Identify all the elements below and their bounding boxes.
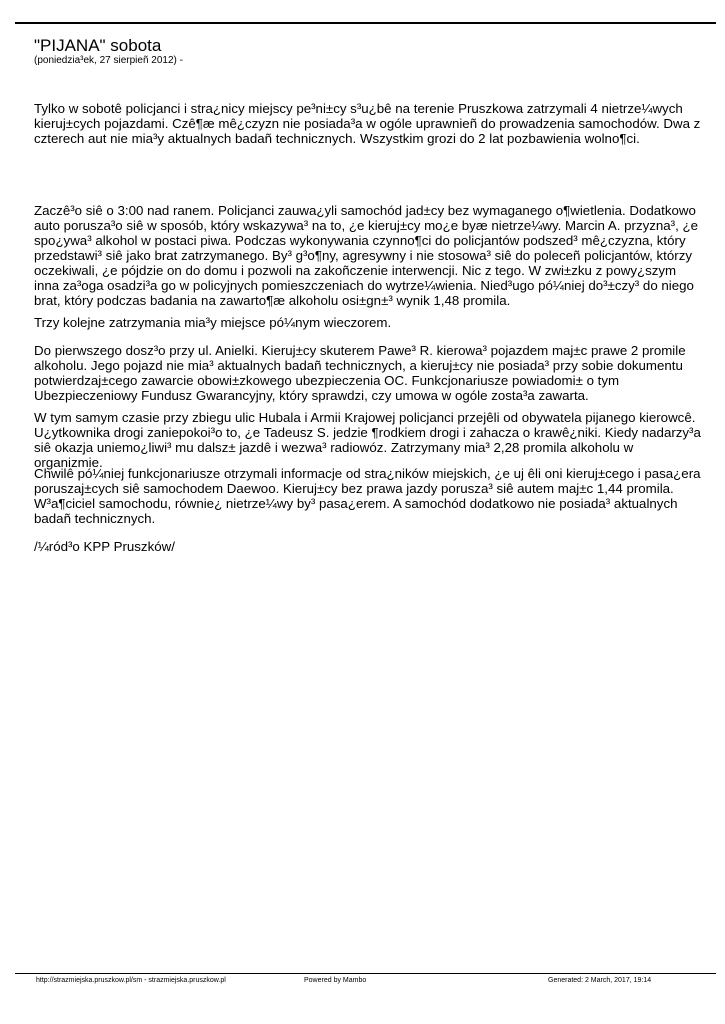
top-divider [15,22,716,24]
article-paragraph: Tylko w sobotê policjanci i stra¿nicy miejscy pe³ni±cy s³u¿bê na terenie Pruszkowa zatrzymali 4 nietrze¼wych kieruj±cych pojazdami. Czê¶æ mê¿czyzn nie posiada³a w ogóle uprawnieñ do prowadzenia samochodów. Dwa z czterech aut nie mia³y aktualnych badañ technicznych. Wszystkim grozi do 2 lat pozbawienia wolno¶ci. [34,101,701,146]
footer-divider [15,973,716,974]
article-paragraph: Zaczê³o siê o 3:00 nad ranem. Policjanci zauwa¿yli samochód jad±cy bez wymaganego o¶wietlenia. Dodatkowo auto porusza³o siê w sposób, który wskazywa³ na to, ¿e kieruj±cy mo¿e byæ nietrze¼wy. Marcin A. przyzna³, ¿e spo¿ywa³ alkohol w postaci piwa. Podczas wykonywania czynno¶ci do policjantów podszed³ mê¿czyzna, który przedstawi³ siê jako brat zatrzymanego. By³ g³o¶ny, agresywny i nie stosowa³ siê do poleceñ policjantów, którzy oczekiwali, ¿e pójdzie on do domu i pozwoli na zakoñczenie interwencji. Nic z tego. W zwi±zku z powy¿szym inna za³oga osadzi³a go w policyjnych pomieszczeniach do wytrze¼wienia. Nied³ugo pó¼niej do³±czy³ do niego brat, który podczas badania na zawarto¶æ alkoholu osi±gn±³ wynik 1,48 promila. [34,203,699,308]
article-paragraph: Chwilê pó¼niej funkcjonariusze otrzymali informacje od stra¿ników miejskich, ¿e uj êli oni kieruj±cego i pasa¿era poruszaj±cych siê samochodem Daewoo. Kieruj±cy bez prawa jazdy porusza³ siê autem maj±c 1,44 promila. W³a¶ciciel samochodu, równie¿ nietrze¼wy by³ pasa¿erem. A samochód dodatkowo nie posiada³ aktualnych badañ technicznych. [34,466,701,526]
footer-url[interactable]: http://strazmiejska.pruszkow.pl/sm - strazmiejska.pruszkow.pl [36,977,226,984]
footer-powered-by: Powered by Mambo [304,977,367,984]
article-paragraph: Do pierwszego dosz³o przy ul. Anielki. Kieruj±cy skuterem Pawe³ R. kierowa³ pojazdem maj±c prawe 2 promile alkoholu. Jego pojazd nie mia³ aktualnych badañ technicznych, a kieruj±cy nie posiada³ przy sobie dokumentu potwierdzaj±cego zawarcie obowi±zkowego ubezpieczenia OC. Funkcjonariusze powiadomi± o tym Ubezpieczeniowy Fundusz Gwarancyjny, który sprawdzi, czy umowa w ogóle zosta³a zawarta. [34,343,686,403]
article-paragraph: W tym samym czasie przy zbiegu ulic Hubala i Armii Krajowej policjanci przejêli od obywatela pijanego kierowcê. U¿ytkownika drogi zaniepokoi³o to, ¿e Tadeusz S. jedzie ¶rodkiem drogi i zahacza o krawê¿niki. Kiedy nadarzy³a siê okazja uniemo¿liwi³ mu dalsz± jazdê i wezwa³ radiowóz. Zatrzymany mia³ 2,28 promila alkoholu w organizmie. [34,410,701,470]
article-paragraph: Trzy kolejne zatrzymania mia³y miejsce pó¼nym wieczorem. [34,315,392,330]
footer-generated-date: Generated: 2 March, 2017, 19:14 [548,977,652,984]
article-date: (poniedzia³ek, 27 sierpieñ 2012) - [34,55,183,66]
article-title: "PIJANA" sobota [34,36,162,55]
article-source: /¼ród³o KPP Pruszków/ [34,539,175,554]
